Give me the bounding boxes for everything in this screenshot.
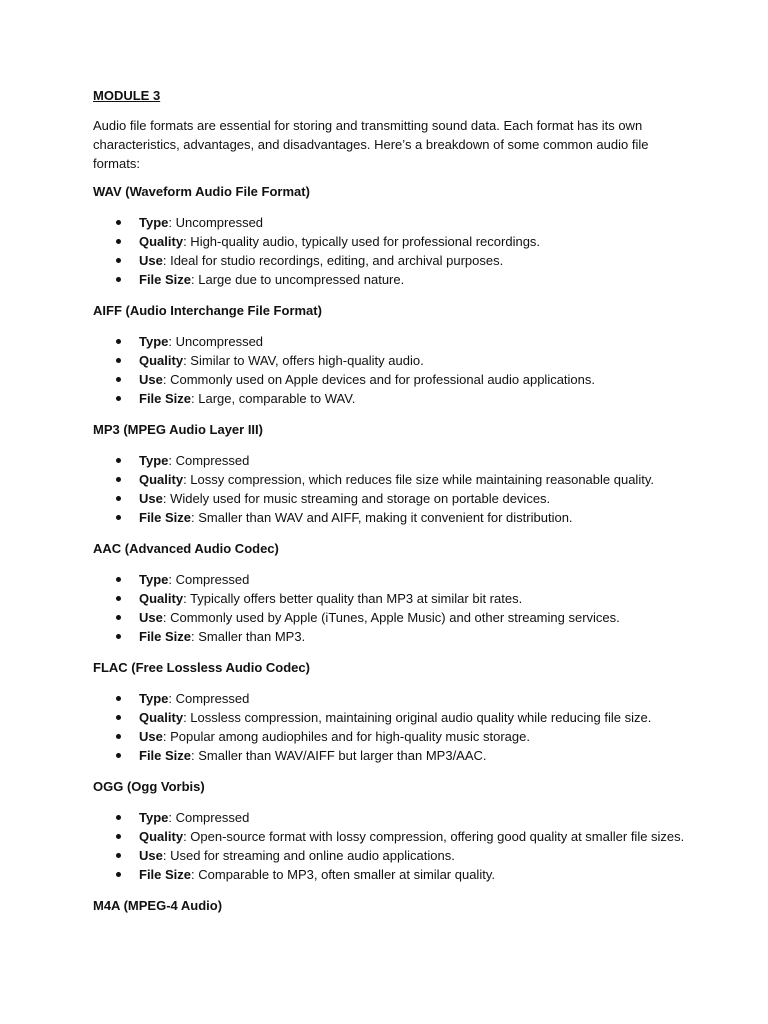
property-label: Use	[139, 729, 163, 744]
list-item	[93, 808, 693, 827]
property-text: : Compressed	[168, 572, 250, 587]
property-label: Use	[139, 253, 163, 268]
property-label: Type	[139, 572, 169, 587]
property-text: : Lossless compression, maintaining original audio quality while reducing file size.	[183, 710, 652, 725]
section-title: FLAC (Free Lossless Audio Codec)	[93, 660, 310, 675]
property-text: : Large due to uncompressed nature.	[191, 272, 405, 287]
property-text: : Comparable to MP3, often smaller at similar quality.	[191, 867, 495, 882]
property-label: Quality	[139, 472, 184, 487]
property-text: : Uncompressed	[168, 215, 264, 230]
list-item	[93, 708, 693, 727]
property-text: : Ideal for studio recordings, editing, and archival purposes.	[162, 253, 504, 268]
section-wav	[93, 182, 693, 289]
property-text: : Compressed	[168, 453, 250, 468]
property-text: : Lossy compression, which reduces file size while maintaining reasonable quality.	[183, 472, 654, 487]
bullet-icon	[116, 753, 121, 758]
bullet-icon	[116, 696, 121, 701]
property-list	[93, 332, 693, 408]
list-item	[93, 332, 693, 351]
property-label: File Size	[139, 272, 192, 287]
property-label: Use	[139, 848, 163, 863]
property-label: Use	[139, 372, 163, 387]
property-label: Type	[139, 334, 169, 349]
document-page	[93, 86, 693, 927]
list-item	[93, 508, 693, 527]
list-item	[93, 746, 693, 765]
property-label: Use	[139, 491, 163, 506]
section-title: M4A (MPEG-4 Audio)	[93, 898, 223, 913]
property-list	[93, 570, 693, 646]
list-item	[93, 827, 693, 846]
bullet-icon	[116, 853, 121, 858]
property-label: File Size	[139, 510, 192, 525]
property-text: : Typically offers better quality than MP3 at similar bit rates.	[183, 591, 523, 606]
section-flac	[93, 658, 693, 765]
property-label: Type	[139, 453, 169, 468]
intro-paragraph: Audio file formats are essential for storing and transmitting sound data. Each format has its own characteristics, advantages, and disadvantages. Here’s a breakdown of some common audio file formats:	[93, 118, 649, 171]
list-item	[93, 608, 693, 627]
property-label: Quality	[139, 353, 184, 368]
property-label: Quality	[139, 591, 184, 606]
property-text: : Commonly used on Apple devices and for professional audio applications.	[162, 372, 596, 387]
property-text: : Large, comparable to WAV.	[191, 391, 356, 406]
bullet-icon	[116, 377, 121, 382]
bullet-icon	[116, 872, 121, 877]
section-title: WAV (Waveform Audio File Format)	[93, 184, 310, 199]
bullet-icon	[116, 615, 121, 620]
list-item	[93, 251, 693, 270]
property-text: : Widely used for music streaming and storage on portable devices.	[162, 491, 551, 506]
bullet-icon	[116, 496, 121, 501]
bullet-icon	[116, 277, 121, 282]
property-label: File Size	[139, 629, 192, 644]
bullet-icon	[116, 577, 121, 582]
section-mp3	[93, 420, 693, 527]
property-label: Type	[139, 810, 169, 825]
bullet-icon	[116, 834, 121, 839]
property-text: : Compressed	[168, 810, 250, 825]
bullet-icon	[116, 358, 121, 363]
property-list	[93, 808, 693, 884]
bullet-icon	[116, 258, 121, 263]
bullet-icon	[116, 220, 121, 225]
bullet-icon	[116, 239, 121, 244]
bullet-icon	[116, 477, 121, 482]
bullet-icon	[116, 634, 121, 639]
property-text: : Similar to WAV, offers high-quality audio.	[183, 353, 424, 368]
list-item	[93, 689, 693, 708]
bullet-icon	[116, 815, 121, 820]
property-text: : Smaller than WAV and AIFF, making it convenient for distribution.	[191, 510, 573, 525]
list-item	[93, 270, 693, 289]
property-label: File Size	[139, 867, 192, 882]
bullet-icon	[116, 458, 121, 463]
property-text: : Open-source format with lossy compression, offering good quality at smaller file sizes.	[183, 829, 685, 844]
bullet-icon	[116, 339, 121, 344]
property-text: : Compressed	[168, 691, 250, 706]
list-item	[93, 213, 693, 232]
property-label: Type	[139, 215, 169, 230]
list-item	[93, 846, 693, 865]
property-label: Type	[139, 691, 169, 706]
bullet-icon	[116, 734, 121, 739]
section-aac	[93, 539, 693, 646]
property-text: : Commonly used by Apple (iTunes, Apple Music) and other streaming services.	[162, 610, 620, 625]
bullet-icon	[116, 715, 121, 720]
list-item	[93, 389, 693, 408]
list-item	[93, 865, 693, 884]
property-list	[93, 451, 693, 527]
bullet-icon	[116, 515, 121, 520]
section-title: AAC (Advanced Audio Codec)	[93, 541, 279, 556]
bullet-icon	[116, 596, 121, 601]
bullet-icon	[116, 396, 121, 401]
list-item	[93, 232, 693, 251]
section-title: AIFF (Audio Interchange File Format)	[93, 303, 322, 318]
list-item	[93, 470, 693, 489]
list-item	[93, 451, 693, 470]
property-text: : Uncompressed	[168, 334, 264, 349]
list-item	[93, 727, 693, 746]
list-item	[93, 351, 693, 370]
property-label: Quality	[139, 829, 184, 844]
list-item	[93, 570, 693, 589]
property-label: File Size	[139, 391, 192, 406]
list-item	[93, 370, 693, 389]
property-label: Quality	[139, 710, 184, 725]
property-list	[93, 213, 693, 289]
list-item	[93, 589, 693, 608]
section-m4a	[93, 896, 693, 915]
list-item	[93, 489, 693, 508]
section-ogg	[93, 777, 693, 884]
property-label: Use	[139, 610, 163, 625]
property-text: : Smaller than MP3.	[191, 629, 306, 644]
property-text: : Popular among audiophiles and for high-quality music storage.	[162, 729, 530, 744]
property-text: : Used for streaming and online audio applications.	[162, 848, 455, 863]
property-label: File Size	[139, 748, 192, 763]
property-label: Quality	[139, 234, 184, 249]
section-aiff	[93, 301, 693, 408]
section-title: MP3 (MPEG Audio Layer III)	[93, 422, 263, 437]
section-title: OGG (Ogg Vorbis)	[93, 779, 205, 794]
list-item	[93, 627, 693, 646]
property-text: : High-quality audio, typically used for professional recordings.	[183, 234, 541, 249]
property-list	[93, 689, 693, 765]
module-title: MODULE 3	[93, 88, 161, 103]
property-text: : Smaller than WAV/AIFF but larger than MP3/AAC.	[191, 748, 487, 763]
